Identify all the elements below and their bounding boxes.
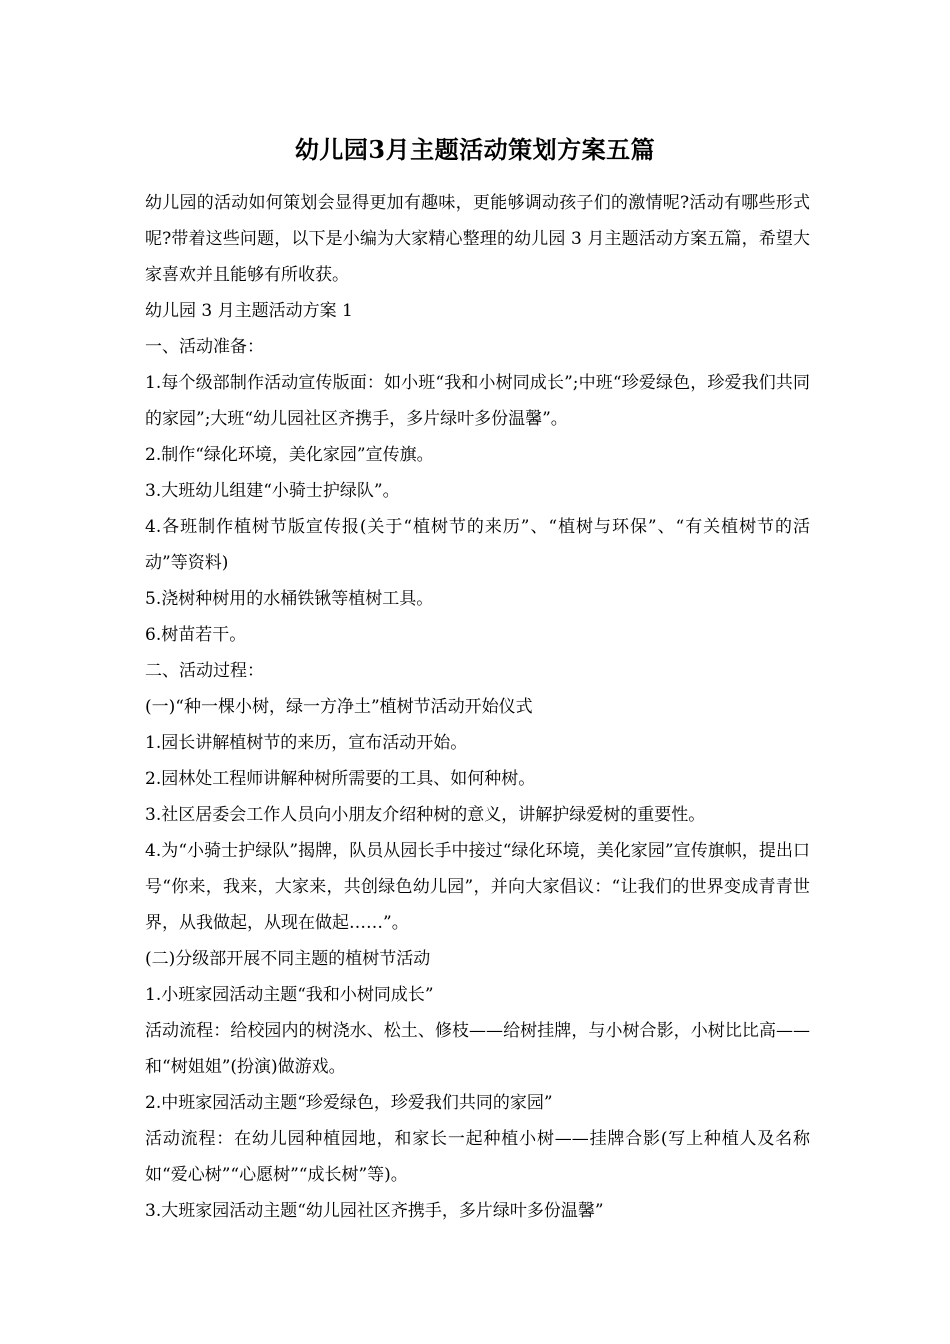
paragraph: 活动流程：在幼儿园种植园地，和家长一起种植小树——挂牌合影(写上种植人及名称如“爱心树”“心愿树”“成长树”等)。 [145, 1129, 810, 1185]
list-item: 3.大班家园活动主题“幼儿园社区齐携手，多片绿叶多份温馨” [145, 1201, 604, 1221]
list-item: 2.制作“绿化环境，美化家园”宣传旗。 [145, 445, 434, 465]
list-item: 6.树苗若干。 [145, 625, 247, 645]
subsection-heading: (一)“种一棵小树，绿一方净土”植树节活动开始仪式 [145, 697, 533, 717]
list-item: 3.大班幼儿组建“小骑士护绿队”。 [145, 481, 400, 501]
subsection-heading: 二、活动过程： [145, 661, 264, 681]
list-item: 3.社区居委会工作人员向小朋友介绍种树的意义，讲解护绿爱树的重要性。 [145, 805, 706, 825]
intro-paragraph: 幼儿园的活动如何策划会显得更加有趣味，更能够调动孩子们的激情呢?活动有哪些形式呢?带着这些问题，以下是小编为大家精心整理的幼儿园 3 月主题活动方案五篇，希望大家喜欢并且能够有所收获。 [145, 193, 810, 285]
document-body [145, 185, 810, 1229]
list-item: 2.中班家园活动主题“珍爱绿色，珍爱我们共同的家园” [145, 1093, 553, 1113]
list-item: 2.园林处工程师讲解种树所需要的工具、如何种树。 [145, 769, 536, 789]
list-item: 4.为“小骑士护绿队”揭牌，队员从园长手中接过“绿化环境，美化家园”宣传旗帜，提出口号“你来，我来，大家来，共创绿色幼儿园”，并向大家倡议：“让我们的世界变成青青世界，从我做起，从现在做起……”。 [145, 841, 810, 933]
subsection-heading: (二)分级部开展不同主题的植树节活动 [145, 949, 431, 969]
section-heading: 幼儿园 3 月主题活动方案 1 [145, 301, 353, 321]
paragraph: 活动流程：给校园内的树浇水、松土、修枝——给树挂牌，与小树合影，小树比比高——和“树姐姐”(扮演)做游戏。 [145, 1021, 810, 1077]
list-item: 1.每个级部制作活动宣传版面：如小班“我和小树同成长”;中班“珍爱绿色，珍爱我们共同的家园”;大班“幼儿园社区齐携手，多片绿叶多份温馨”。 [145, 373, 810, 429]
list-item: 1.小班家园活动主题“我和小树同成长” [145, 985, 434, 1005]
list-item: 5.浇树种树用的水桶铁锹等植树工具。 [145, 589, 434, 609]
list-item: 1.园长讲解植树节的来历，宣布活动开始。 [145, 733, 468, 753]
list-item: 4.各班制作植树节版宣传报(关于“植树节的来历”、“植树与环保”、“有关植树节的活动”等资料) [145, 517, 810, 573]
subsection-heading: 一、活动准备： [145, 337, 264, 357]
document-title: 幼儿园3月主题活动策划方案五篇 [294, 135, 656, 164]
